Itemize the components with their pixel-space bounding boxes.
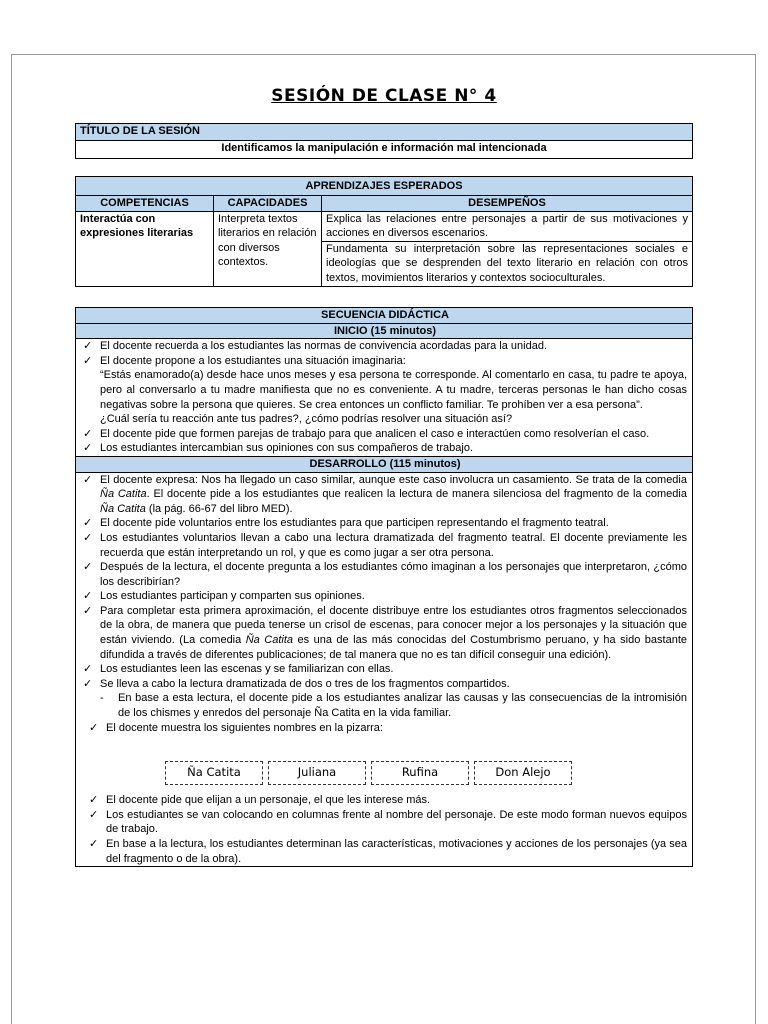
session-title-label: TÍTULO DE LA SESIÓN <box>76 124 693 141</box>
character-names <box>83 735 687 793</box>
text-span: es una de las más conocidas del Costumbrismo peruano, y ha sido bastante difundida a través de diferentes publicaciones; de tal manera que no es tan difícil conseguir una edición). <box>100 634 687 661</box>
text-span: El docente expresa: Nos ha llegado un caso similar, aunque este caso involucra un casamiento. Se trata de la comedia <box>100 473 687 486</box>
list-item <box>83 473 687 517</box>
desarrollo-content <box>76 472 693 867</box>
work-title: Ña Catita <box>100 502 146 515</box>
work-title: Ña Catita <box>100 488 147 501</box>
dash-text: En base a esta lectura, el docente pide a los estudiantes analizar las causas y las consecuencias de la intromisión de los chismes y enredos del personaje Ña Catita en la vida familiar. <box>118 692 687 720</box>
name-box-juliana: Juliana <box>268 761 366 785</box>
list-item: ✓ Los estudiantes intercambian sus opiniones con sus compañeros de trabajo. <box>83 441 687 456</box>
competencia-cell: Interactúa con expresiones literarias <box>76 211 214 286</box>
desarrollo-header: DESARROLLO (115 minutos) <box>76 456 693 472</box>
dash-symbol: - <box>100 692 104 705</box>
list-item: ✓ El docente propone a los estudiantes una situación imaginaria: <box>83 354 687 369</box>
list-item: ✓ Se lleva a cabo la lectura dramatizada de dos o tres de los fragmentos compartidos. <box>83 677 687 692</box>
desempeno-2: Fundamenta su interpretación sobre las representaciones sociales e ideologías que se desprenden del texto literario en relación con otros textos, movimientos literarios y contextos socioculturales. <box>322 241 693 286</box>
secuencia-table <box>75 307 693 867</box>
inicio-content <box>76 339 693 457</box>
situation-question: ¿Cuál sería tu reacción ante tus padres?, ¿cómo podrías resolver una situación así? <box>100 413 513 426</box>
list-item: ✓ El docente pide voluntarios entre los estudiantes para que participen representando el fragmento teatral. <box>83 516 687 531</box>
name-box-don-alejo: Don Alejo <box>474 761 572 785</box>
list-item: ✓ El docente pide que elijan a un personaje, el que les interese más. <box>83 793 687 808</box>
list-item: ✓ Los estudiantes voluntarios llevan a cabo una lectura dramatizada del fragmento teatral. El docente previamente les recuerda que están interpretando un rol, y que es como jugar a ser otra persona. <box>83 531 687 560</box>
list-item: ✓ El docente pide que formen parejas de trabajo para que analicen el caso e interactúen como resolverían el caso. <box>83 427 687 442</box>
secuencia-header: SECUENCIA DIDÁCTICA <box>76 308 693 324</box>
aprendizajes-table <box>75 176 693 287</box>
aprendizajes-header: APRENDIZAJES ESPERADOS <box>76 177 693 196</box>
text-span: (la pág. 66-67 del libro MED). <box>145 502 293 515</box>
work-title: Ña Catita <box>245 634 294 647</box>
capacidad-cell: Interpreta textos literarios en relación con diversos contextos. <box>214 211 322 286</box>
text-span: . El docente pide a los estudiantes que realicen la lectura de manera silenciosa del fragmento de la comedia <box>146 488 687 501</box>
text-span: Para completar esta primera aproximación, el docente distribuye entre los estudiantes otros fragmentos seleccionados de la obra, de manera que pueda tenerse un crisol de escenas, para conocer mejor a los personajes y la situación que están viviendo. (La comedia <box>100 604 687 647</box>
session-title-table <box>75 123 693 159</box>
inicio-header: INICIO (15 minutos) <box>76 323 693 339</box>
list-item: ✓ El docente recuerda a los estudiantes las normas de convivencia acordadas para la unidad. <box>83 339 687 354</box>
situation-quote: “Estás enamorado(a) desde hace unos meses y esa persona te corresponde. Al comentarlo en casa, tu padre te apoya, pero al conversarlo a tu madre manifiesta que no es conveniente. A tu madre, terceras personas le han dicho cosas negativas sobre la persona que quieres. Se crea entonces un conflicto familiar. Te prohíben ver a esa persona”. <box>100 369 687 411</box>
list-item: ✓ Los estudiantes se van colocando en columnas frente al nombre del personaje. De este modo forman nuevos equipos de trabajo. <box>83 808 687 837</box>
list-item: ✓ En base a la lectura, los estudiantes determinan las características, motivaciones y acciones de los personajes (ya sea del fragmento o de la obra). <box>83 837 687 866</box>
col-competencias: COMPETENCIAS <box>76 196 214 212</box>
list-item: ✓ Después de la lectura, el docente pregunta a los estudiantes cómo imaginan a los personajes que interpretaron, ¿cómo los describirían? <box>83 560 687 589</box>
col-capacidades: CAPACIDADES <box>214 196 322 212</box>
list-item: ✓ Los estudiantes leen las escenas y se familiarizan con ellas. <box>83 662 687 677</box>
page-title: SESIÓN DE CLASE N° 4 <box>271 86 497 106</box>
dash-item <box>83 691 687 720</box>
list-item: ✓ El docente muestra los siguientes nombres en la pizarra: <box>83 721 687 736</box>
name-box-na-catita: Ña Catita <box>165 761 263 785</box>
list-item <box>83 604 687 662</box>
session-title-value: Identificamos la manipulación e información mal intencionada <box>76 141 693 159</box>
list-item: ✓ Los estudiantes participan y comparten sus opiniones. <box>83 589 687 604</box>
desempeno-1: Explica las relaciones entre personajes a partir de sus motivaciones y acciones en diversos escenarios. <box>322 211 693 241</box>
name-box-rufina: Rufina <box>371 761 469 785</box>
col-desempenos: DESEMPEÑOS <box>322 196 693 212</box>
